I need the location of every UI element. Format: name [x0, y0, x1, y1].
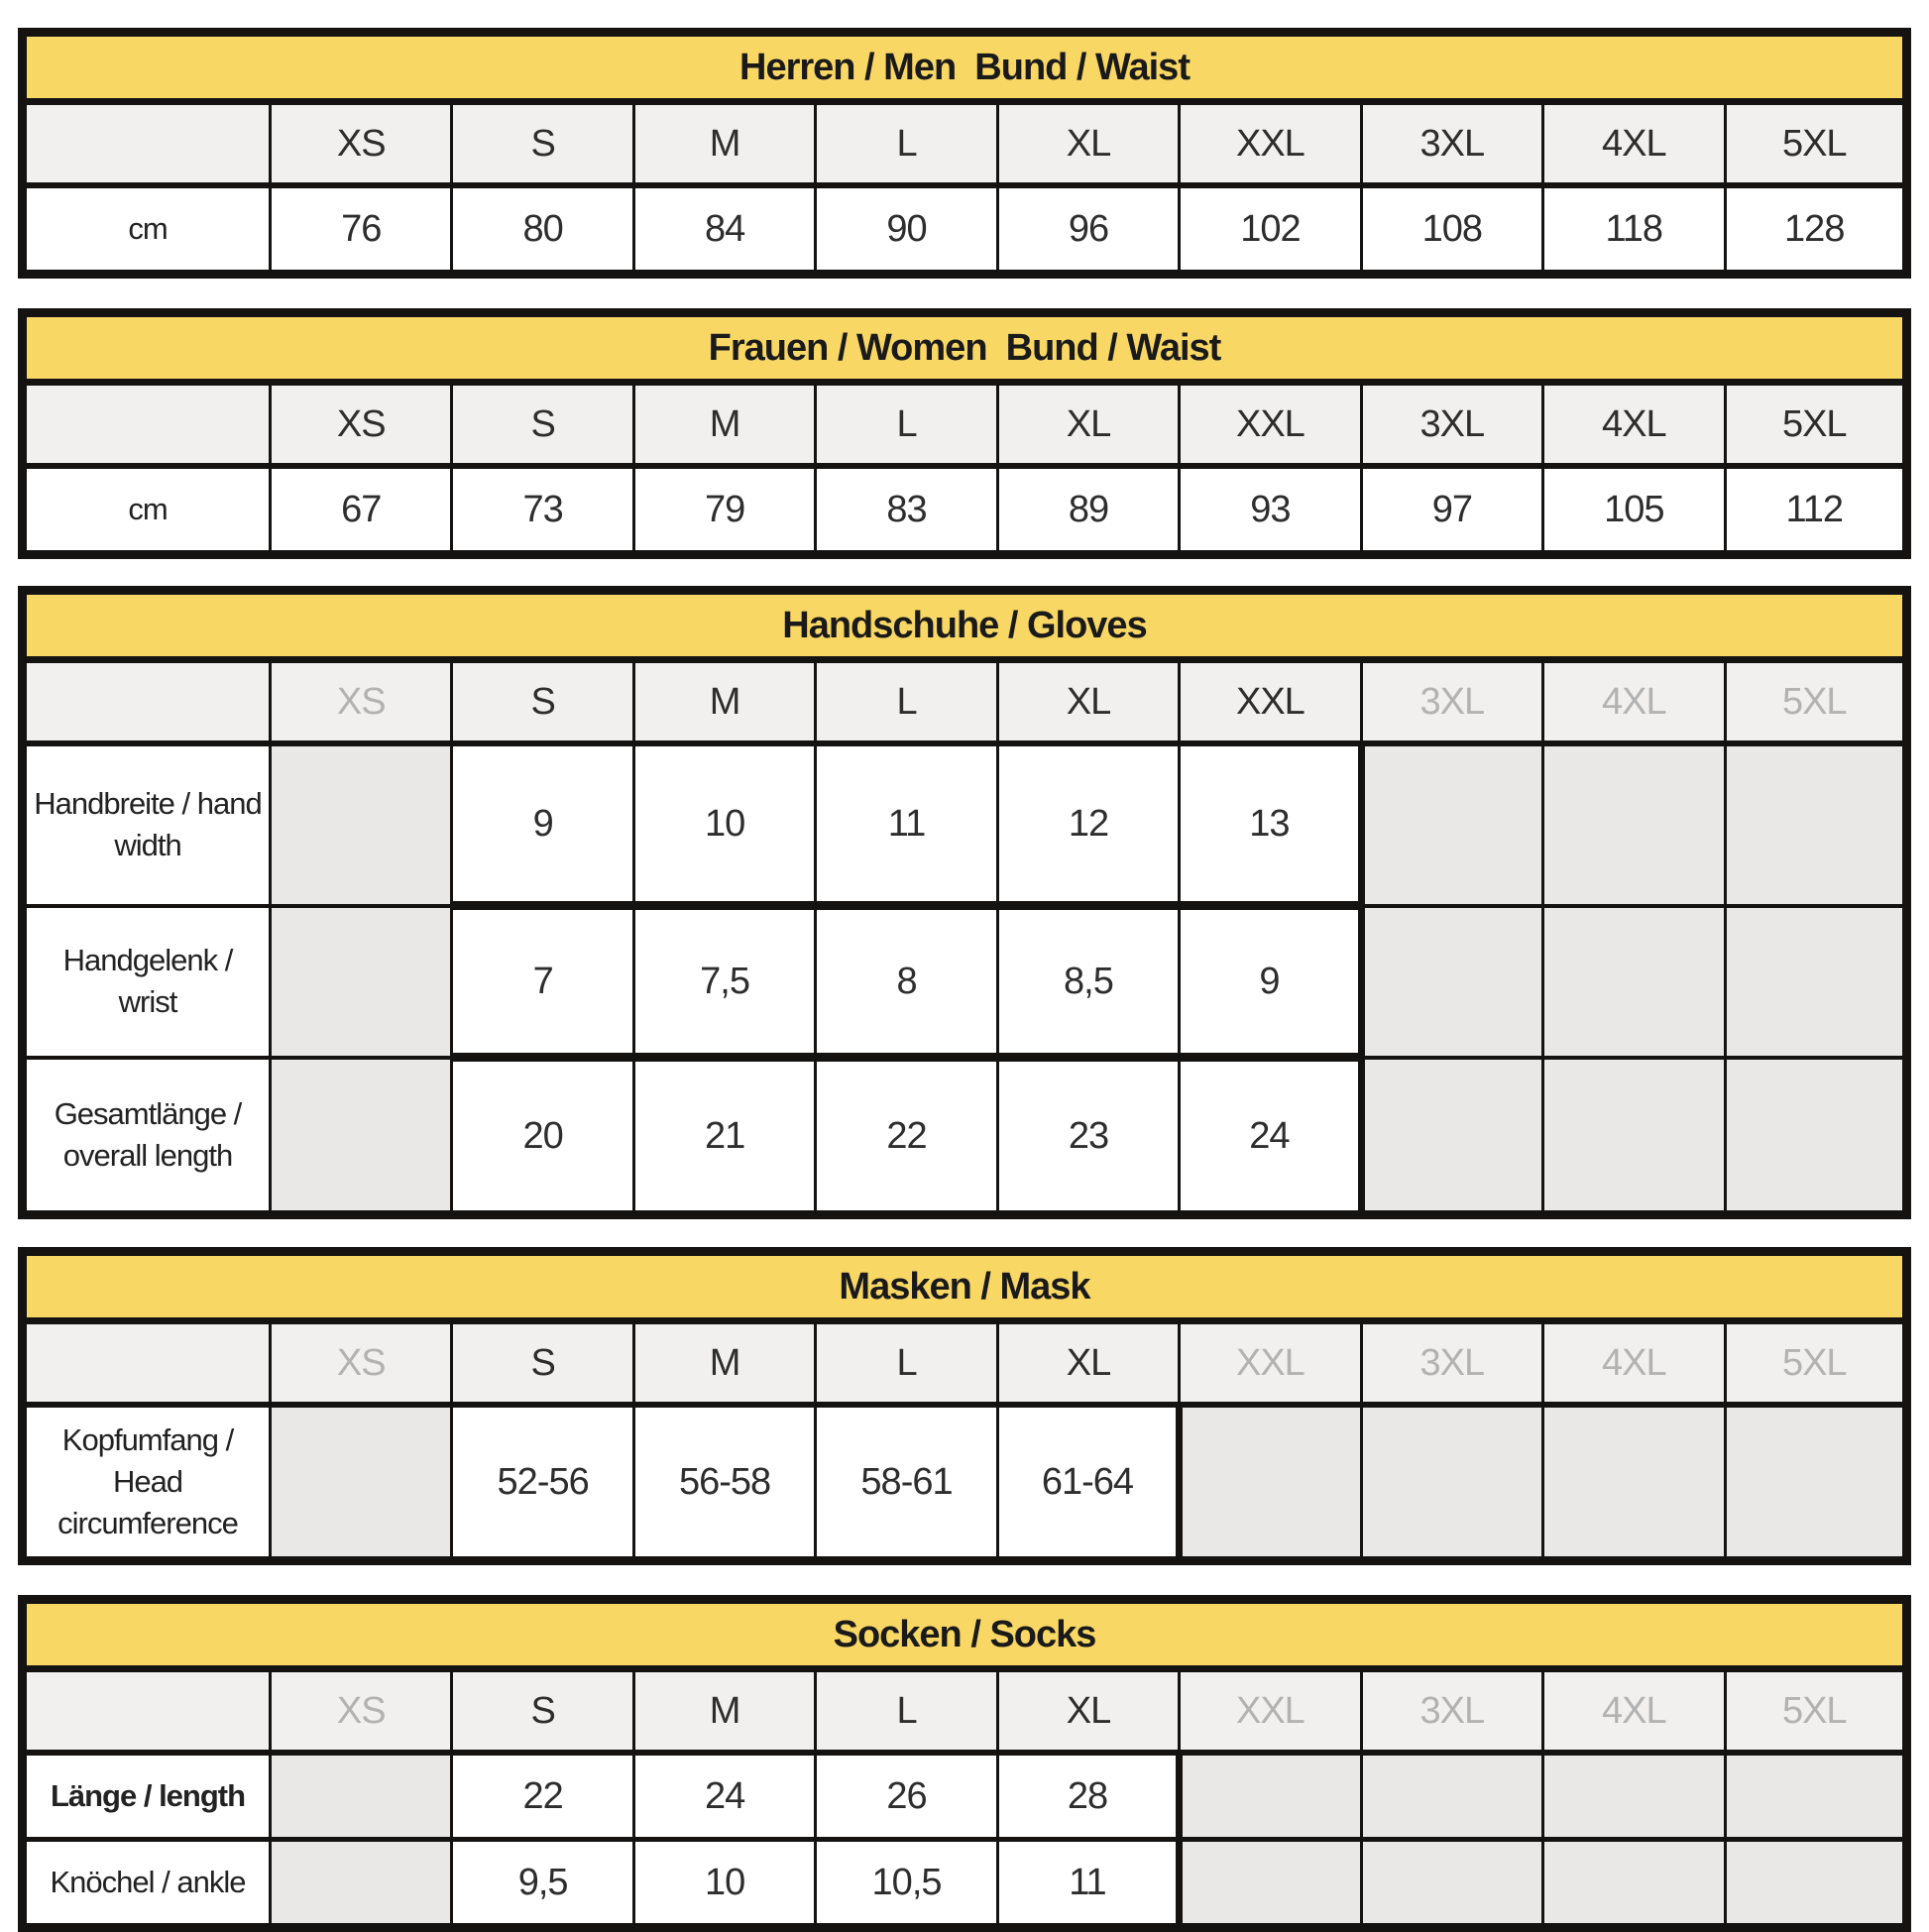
corner-cell [23, 102, 271, 186]
size-header-l: L [816, 1669, 997, 1754]
size-header-l: L [816, 383, 997, 467]
size-header-xl: XL [997, 383, 1179, 467]
empty-cell [1180, 1405, 1361, 1561]
value-cell: 67 [271, 466, 452, 555]
size-header-4xl: 4XL [1543, 102, 1725, 186]
value-cell: 10,5 [816, 1840, 997, 1928]
size-header-xs: XS [271, 1321, 452, 1406]
value-cell: 20 [452, 1058, 633, 1215]
size-header-5xl: 5XL [1725, 383, 1907, 467]
empty-cell [1361, 906, 1542, 1058]
empty-cell [1543, 743, 1725, 906]
row-label-wrist: Handgelenk / wrist [23, 906, 271, 1058]
value-cell: 11 [816, 743, 997, 906]
size-header-m: M [633, 383, 815, 467]
size-header-5xl: 5XL [1725, 1321, 1907, 1406]
value-cell: 97 [1361, 466, 1542, 555]
size-header-xl: XL [997, 660, 1179, 744]
size-header-5xl: 5XL [1725, 660, 1907, 744]
row-label-overall-length: Gesamtlänge / overall length [23, 1058, 271, 1215]
value-cell: 79 [633, 466, 815, 555]
empty-cell [1543, 1840, 1725, 1928]
value-cell: 9 [452, 743, 633, 906]
empty-cell [1725, 1840, 1907, 1928]
empty-cell [1543, 1058, 1725, 1215]
empty-cell [271, 1753, 452, 1840]
gloves-table-title: Handschuhe / Gloves [23, 591, 1907, 660]
empty-cell [1725, 1753, 1907, 1840]
row-label-cm: cm [23, 185, 271, 275]
size-header-xl: XL [997, 1321, 1179, 1406]
size-header-5xl: 5XL [1725, 102, 1907, 186]
size-header-m: M [633, 1321, 815, 1406]
women-waist-table [18, 308, 1911, 559]
row-label-cm: cm [23, 466, 271, 555]
size-header-xs: XS [271, 1669, 452, 1754]
value-cell: 28 [997, 1753, 1179, 1840]
value-cell: 90 [816, 185, 997, 275]
value-cell: 22 [452, 1753, 633, 1840]
size-header-3xl: 3XL [1361, 660, 1542, 744]
size-header-s: S [452, 1321, 633, 1406]
row-label-hand-width: Handbreite / hand width [23, 743, 271, 906]
value-cell: 9,5 [452, 1840, 633, 1928]
empty-cell [1361, 1840, 1542, 1928]
value-cell: 24 [633, 1753, 815, 1840]
empty-cell [1361, 1405, 1542, 1561]
value-cell: 93 [1180, 466, 1361, 555]
value-cell: 23 [997, 1058, 1179, 1215]
value-cell: 83 [816, 466, 997, 555]
value-cell: 21 [633, 1058, 815, 1215]
empty-cell [271, 1840, 452, 1928]
value-cell: 73 [452, 466, 633, 555]
value-cell: 8,5 [997, 906, 1179, 1058]
men-waist-table [18, 28, 1911, 279]
value-cell: 13 [1180, 743, 1361, 906]
size-header-xl: XL [997, 102, 1179, 186]
value-cell: 76 [271, 185, 452, 275]
size-header-xs: XS [271, 102, 452, 186]
empty-cell [1361, 743, 1542, 906]
size-header-3xl: 3XL [1361, 1321, 1542, 1406]
size-header-s: S [452, 1669, 633, 1754]
row-label-length: Länge / length [23, 1753, 271, 1840]
men-table-title: Herren / Men Bund / Waist [23, 33, 1907, 102]
value-cell: 89 [997, 466, 1179, 555]
value-cell: 108 [1361, 185, 1542, 275]
size-header-5xl: 5XL [1725, 1669, 1907, 1754]
size-header-xxl: XXL [1180, 1669, 1361, 1754]
size-header-l: L [816, 660, 997, 744]
size-header-s: S [452, 102, 633, 186]
empty-cell [1725, 1405, 1907, 1561]
corner-cell [23, 660, 271, 744]
gloves-table [18, 586, 1911, 1219]
empty-cell [1361, 1058, 1542, 1215]
value-cell: 8 [816, 906, 997, 1058]
value-cell: 22 [816, 1058, 997, 1215]
size-header-xxl: XXL [1180, 660, 1361, 744]
value-cell: 11 [997, 1840, 1179, 1928]
empty-cell [1180, 1753, 1361, 1840]
empty-cell [1725, 1058, 1907, 1215]
value-cell: 24 [1180, 1058, 1361, 1215]
value-cell: 56-58 [633, 1405, 815, 1561]
empty-cell [1543, 1405, 1725, 1561]
value-cell: 26 [816, 1753, 997, 1840]
socks-table [18, 1595, 1911, 1932]
size-header-4xl: 4XL [1543, 1669, 1725, 1754]
size-header-3xl: 3XL [1361, 102, 1542, 186]
empty-cell [1725, 906, 1907, 1058]
value-cell: 102 [1180, 185, 1361, 275]
size-header-xs: XS [271, 660, 452, 744]
size-header-xxl: XXL [1180, 383, 1361, 467]
value-cell: 112 [1725, 466, 1907, 555]
size-header-l: L [816, 1321, 997, 1406]
size-header-4xl: 4XL [1543, 1321, 1725, 1406]
value-cell: 12 [997, 743, 1179, 906]
corner-cell [23, 1321, 271, 1406]
row-label-head-circumference: Kopfumfang / Head circumference [23, 1405, 271, 1561]
women-table-title: Frauen / Women Bund / Waist [23, 313, 1907, 383]
empty-cell [1180, 1840, 1361, 1928]
value-cell: 9 [1180, 906, 1361, 1058]
empty-cell [271, 906, 452, 1058]
value-cell: 61-64 [997, 1405, 1179, 1561]
value-cell: 58-61 [816, 1405, 997, 1561]
size-header-3xl: 3XL [1361, 383, 1542, 467]
corner-cell [23, 383, 271, 467]
value-cell: 96 [997, 185, 1179, 275]
value-cell: 105 [1543, 466, 1725, 555]
size-header-m: M [633, 102, 815, 186]
value-cell: 80 [452, 185, 633, 275]
empty-cell [1361, 1753, 1542, 1840]
value-cell: 7 [452, 906, 633, 1058]
size-header-m: M [633, 660, 815, 744]
size-header-s: S [452, 383, 633, 467]
corner-cell [23, 1669, 271, 1754]
value-cell: 7,5 [633, 906, 815, 1058]
value-cell: 52-56 [452, 1405, 633, 1561]
empty-cell [271, 743, 452, 906]
size-header-xs: XS [271, 383, 452, 467]
size-header-xxl: XXL [1180, 102, 1361, 186]
value-cell: 84 [633, 185, 815, 275]
size-header-xxl: XXL [1180, 1321, 1361, 1406]
size-header-3xl: 3XL [1361, 1669, 1542, 1754]
masks-table-title: Masken / Mask [23, 1252, 1907, 1321]
value-cell: 128 [1725, 185, 1907, 275]
size-header-4xl: 4XL [1543, 660, 1725, 744]
value-cell: 10 [633, 743, 815, 906]
row-label-ankle: Knöchel / ankle [23, 1840, 271, 1928]
size-header-m: M [633, 1669, 815, 1754]
size-header-s: S [452, 660, 633, 744]
size-header-l: L [816, 102, 997, 186]
socks-table-title: Socken / Socks [23, 1600, 1907, 1669]
empty-cell [1725, 743, 1907, 906]
empty-cell [271, 1405, 452, 1561]
value-cell: 118 [1543, 185, 1725, 275]
empty-cell [271, 1058, 452, 1215]
size-header-4xl: 4XL [1543, 383, 1725, 467]
size-header-xl: XL [997, 1669, 1179, 1754]
empty-cell [1543, 1753, 1725, 1840]
value-cell: 10 [633, 1840, 815, 1928]
empty-cell [1543, 906, 1725, 1058]
masks-table [18, 1247, 1911, 1565]
